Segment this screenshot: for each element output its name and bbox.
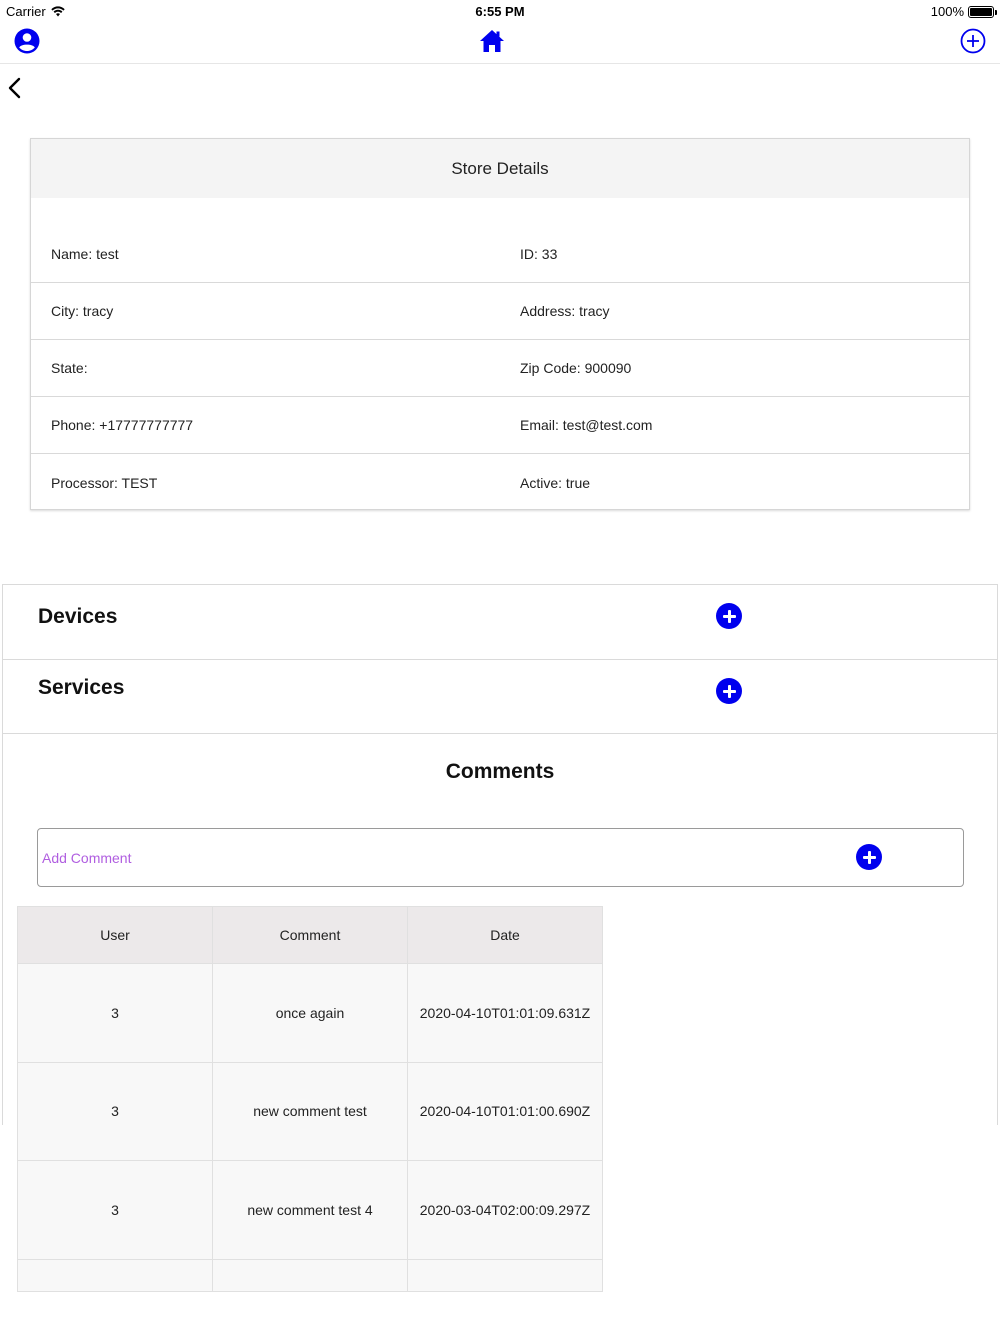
cell-date: 2020-03-04T02:00:09.297Z bbox=[408, 1161, 603, 1260]
store-details-title: Store Details bbox=[31, 139, 969, 198]
battery-percent: 100% bbox=[930, 4, 964, 19]
services-title: Services bbox=[38, 676, 125, 699]
chevron-left-icon bbox=[6, 76, 26, 100]
cell-user bbox=[18, 1259, 213, 1291]
cell-comment bbox=[213, 1259, 408, 1291]
add-device-button[interactable] bbox=[716, 603, 742, 629]
cell-user: 3 bbox=[18, 964, 213, 1063]
detail-phone: Phone: +17777777777 bbox=[51, 417, 194, 433]
battery-icon bbox=[968, 6, 994, 18]
detail-row bbox=[31, 226, 969, 283]
cell-user: 3 bbox=[18, 1062, 213, 1161]
detail-city: City: tracy bbox=[51, 303, 114, 319]
detail-id: ID: 33 bbox=[520, 246, 558, 262]
detail-address: Address: tracy bbox=[520, 303, 610, 319]
detail-name: Name: test bbox=[51, 246, 119, 262]
table-row[interactable] bbox=[18, 964, 603, 1063]
store-details-card bbox=[30, 138, 970, 510]
table-row[interactable] bbox=[18, 1161, 603, 1260]
cell-date bbox=[408, 1259, 603, 1291]
cell-comment: new comment test bbox=[213, 1062, 408, 1161]
cell-date: 2020-04-10T01:01:00.690Z bbox=[408, 1062, 603, 1161]
detail-row bbox=[31, 283, 969, 340]
back-button[interactable] bbox=[6, 76, 30, 102]
detail-row bbox=[31, 454, 969, 511]
cell-date: 2020-04-10T01:01:09.631Z bbox=[408, 964, 603, 1063]
status-bar-right bbox=[931, 4, 994, 19]
detail-active: Active: true bbox=[520, 475, 591, 491]
top-nav bbox=[0, 22, 1000, 64]
table-row[interactable] bbox=[18, 1062, 603, 1161]
comments-table bbox=[17, 906, 603, 1292]
cell-user: 3 bbox=[18, 1161, 213, 1260]
add-comment-button[interactable] bbox=[856, 844, 882, 870]
comment-input[interactable] bbox=[42, 847, 822, 869]
cell-comment: new comment test 4 bbox=[213, 1161, 408, 1260]
comments-title: Comments bbox=[445, 760, 555, 783]
user-circle-icon[interactable] bbox=[12, 26, 42, 56]
comment-input-box bbox=[37, 828, 964, 887]
devices-title: Devices bbox=[38, 605, 118, 628]
column-header-user: User bbox=[18, 907, 213, 964]
services-panel bbox=[2, 659, 998, 734]
home-icon[interactable] bbox=[477, 26, 507, 56]
status-bar bbox=[0, 0, 1000, 22]
detail-row bbox=[31, 397, 969, 454]
add-service-button[interactable] bbox=[716, 678, 742, 704]
carrier-label: Carrier bbox=[6, 4, 46, 19]
column-header-date: Date bbox=[408, 907, 603, 964]
devices-panel bbox=[2, 584, 998, 660]
cell-comment: once again bbox=[213, 964, 408, 1063]
clock: 6:55 PM bbox=[475, 4, 525, 19]
table-header-row bbox=[18, 907, 603, 964]
detail-state: State: bbox=[51, 360, 88, 376]
detail-zip: Zip Code: 900090 bbox=[520, 360, 632, 376]
table-row[interactable] bbox=[18, 1259, 603, 1291]
store-details-body bbox=[31, 198, 969, 509]
detail-processor: Processor: TEST bbox=[51, 475, 158, 491]
detail-row bbox=[31, 340, 969, 397]
column-header-comment: Comment bbox=[213, 907, 408, 964]
detail-email: Email: test@test.com bbox=[520, 417, 653, 433]
plus-circle-icon[interactable] bbox=[958, 26, 988, 56]
